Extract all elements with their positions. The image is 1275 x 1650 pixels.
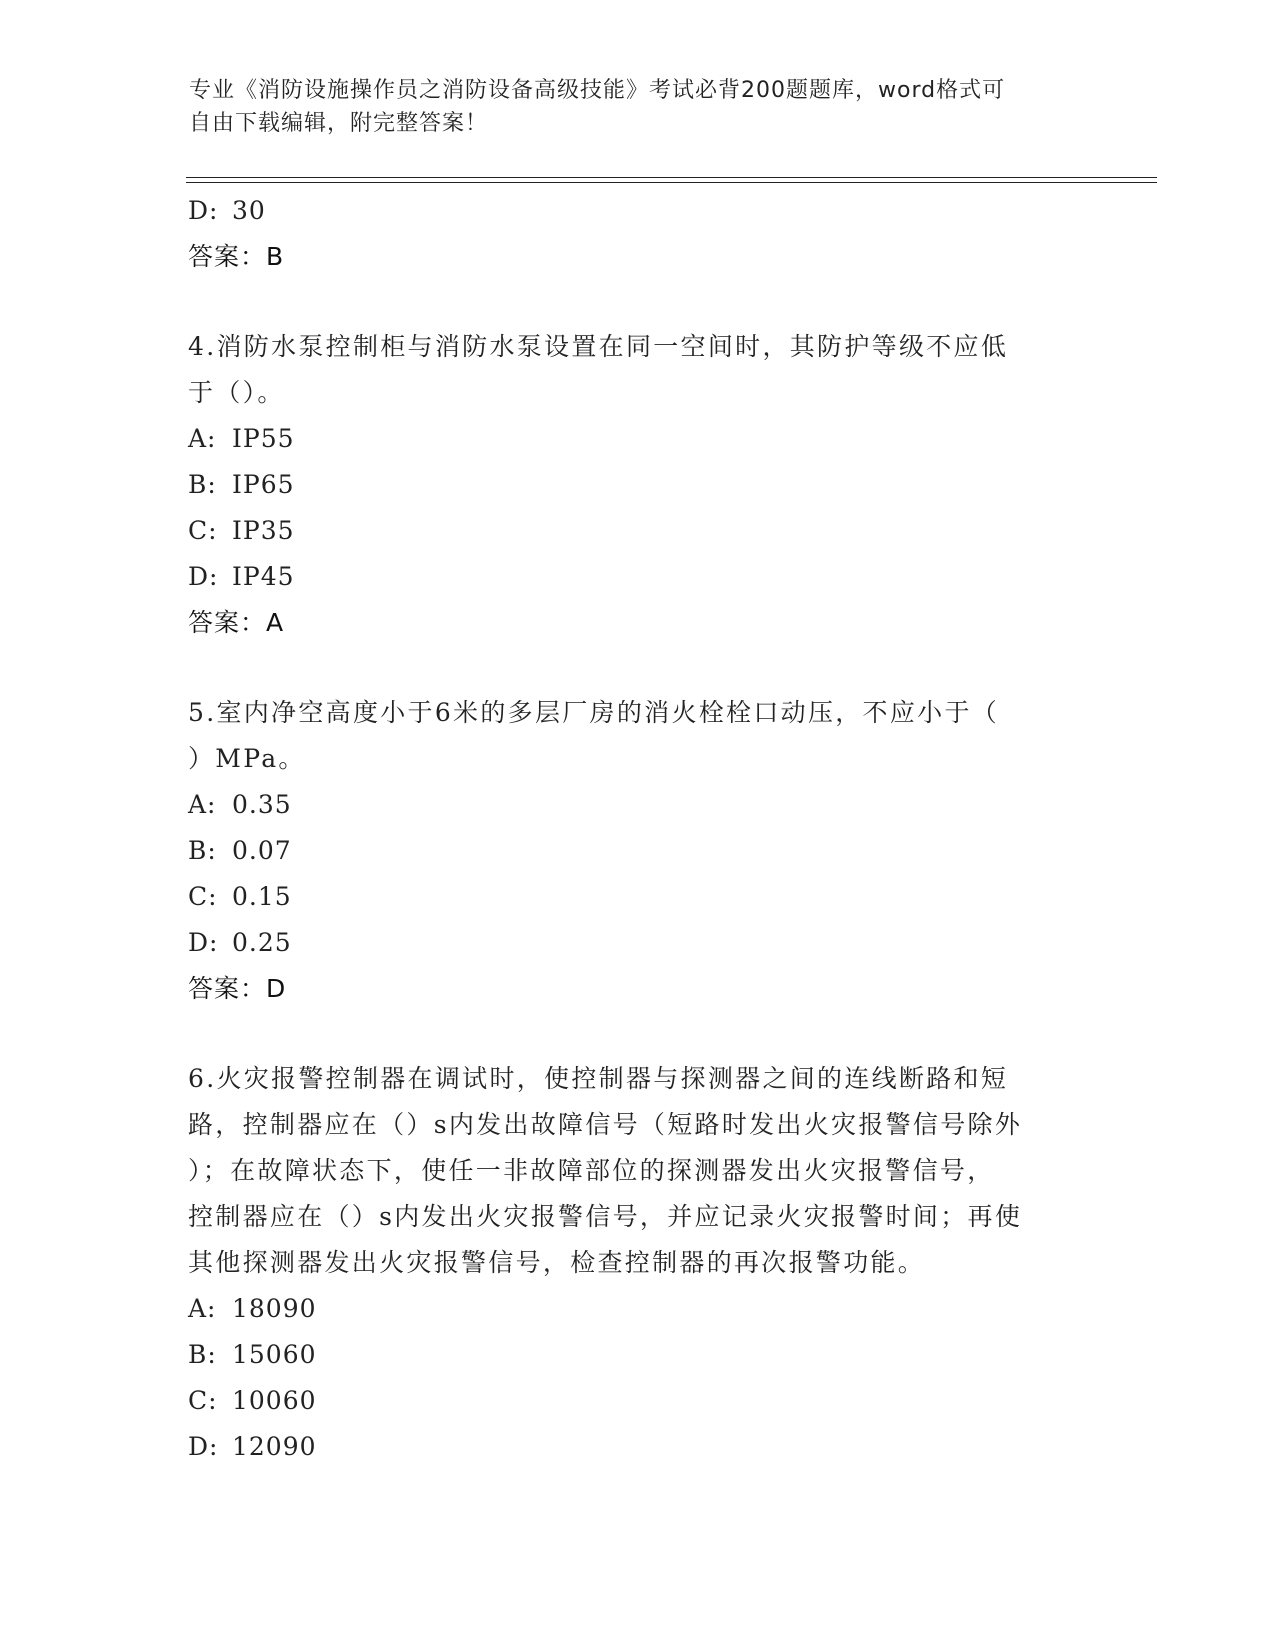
q4-option-b — [188, 462, 1088, 508]
option-value: 0.15 — [232, 882, 292, 911]
option-value: 0.25 — [232, 928, 292, 957]
option-value: IP65 — [232, 470, 295, 499]
prev-option-d — [188, 188, 1088, 234]
q4-option-c — [188, 508, 1088, 554]
q5-option-c — [188, 874, 1088, 920]
option-key: C: — [188, 516, 218, 545]
option-value: 12090 — [232, 1432, 317, 1461]
question-line: 其他探测器发出火灾报警信号，检查控制器的再次报警功能。 — [188, 1248, 926, 1277]
option-key: D: — [188, 196, 219, 225]
q6-option-c — [188, 1378, 1088, 1424]
q4-option-a — [188, 416, 1088, 462]
document-header — [189, 74, 1089, 140]
option-key: D: — [188, 1432, 219, 1461]
question-6-text — [188, 1056, 1088, 1286]
option-key: A: — [188, 424, 217, 453]
option-value: IP55 — [232, 424, 295, 453]
question-4-text — [188, 324, 1088, 416]
option-value: 30 — [232, 196, 266, 225]
q5-option-d — [188, 920, 1088, 966]
option-key: C: — [188, 882, 218, 911]
question-line: ）MPa。 — [188, 744, 306, 773]
option-value: 10060 — [232, 1386, 317, 1415]
option-value: 18090 — [232, 1294, 317, 1323]
question-line: 4.消防水泵控制柜与消防水泵设置在同一空间时，其防护等级不应低 — [188, 332, 1009, 361]
option-value: 15060 — [232, 1340, 317, 1369]
option-value: IP35 — [232, 516, 295, 545]
option-value: 0.07 — [232, 836, 292, 865]
header-rule-top — [186, 177, 1157, 178]
option-key: B: — [188, 1340, 217, 1369]
question-line: 5.室内净空高度小于6米的多层厂房的消火栓栓口动压，不应小于（ — [188, 698, 1000, 727]
option-value: IP45 — [232, 562, 295, 591]
header-rule-bottom — [186, 182, 1157, 183]
q5-answer: 答案：D — [188, 974, 287, 1003]
header-line-2: 自由下载编辑，附完整答案！ — [189, 111, 489, 136]
header-line-1: 专业《消防设施操作员之消防设备高级技能》考试必背200题题库，word格式可 — [189, 78, 1006, 103]
question-line: 路，控制器应在（）s内发出故障信号（短路时发出火灾报警信号除外 — [188, 1110, 1023, 1139]
q4-answer: 答案：A — [188, 608, 285, 637]
option-value: 0.35 — [232, 790, 292, 819]
q5-option-a — [188, 782, 1088, 828]
q6-option-d — [188, 1424, 1088, 1470]
question-line: 于（）。 — [188, 378, 285, 407]
question-content — [188, 188, 1088, 1470]
question-line: ）；在故障状态下，使任一非故障部位的探测器发出火灾报警信号， — [188, 1156, 995, 1185]
option-key: D: — [188, 928, 219, 957]
q6-option-b — [188, 1332, 1088, 1378]
prev-answer: 答案：B — [188, 242, 285, 271]
question-5-text — [188, 690, 1088, 782]
option-key: C: — [188, 1386, 218, 1415]
q4-option-d — [188, 554, 1088, 600]
option-key: B: — [188, 470, 217, 499]
question-line: 控制器应在（）s内发出火灾报警信号，并应记录火灾报警时间；再使 — [188, 1202, 1023, 1231]
option-key: D: — [188, 562, 219, 591]
question-line: 6.火灾报警控制器在调试时，使控制器与探测器之间的连线断路和短 — [188, 1064, 1009, 1093]
option-key: A: — [188, 1294, 217, 1323]
option-key: A: — [188, 790, 217, 819]
q5-option-b — [188, 828, 1088, 874]
option-key: B: — [188, 836, 217, 865]
q6-option-a — [188, 1286, 1088, 1332]
